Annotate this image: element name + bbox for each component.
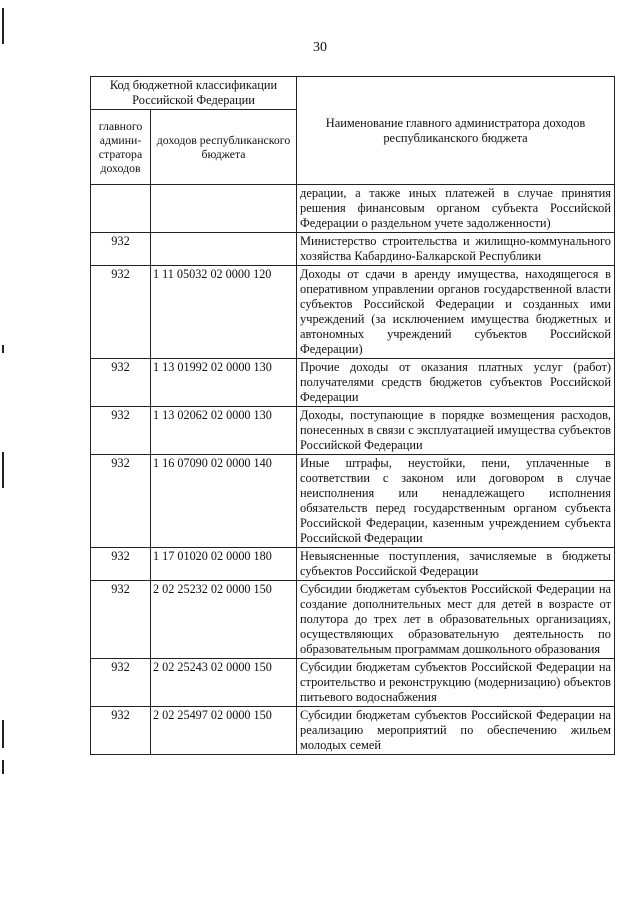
- revenue-name-cell: Невыясненные поступления, зачисляемые в бюджеты субъектов Российской Федерации: [297, 548, 615, 581]
- page-number: 30: [313, 40, 327, 55]
- administrator-code-cell: 932: [91, 548, 151, 581]
- table-row: [91, 707, 615, 755]
- revenue-name-cell: Субсидии бюджетам субъектов Российской Федерации на строительство и реконструкцию (модернизацию) объектов питьевого водоснабжения: [297, 659, 615, 707]
- table-row: [91, 659, 615, 707]
- revenue-name-cell: Прочие доходы от оказания платных услуг (работ) получателями средств бюджетов субъектов Российской Федерации: [297, 359, 615, 407]
- scan-edge-mark: [2, 8, 4, 44]
- table-row: [91, 359, 615, 407]
- administrator-code-cell: [91, 185, 151, 233]
- revenue-code-cell: 1 11 05032 02 0000 120: [151, 266, 297, 359]
- revenue-code-cell: [151, 233, 297, 266]
- header-main-administrator: главного админи-стратора доходов: [91, 110, 151, 185]
- revenue-code-cell: 2 02 25497 02 0000 150: [151, 707, 297, 755]
- administrator-code-cell: 932: [91, 407, 151, 455]
- revenue-name-cell: Субсидии бюджетам субъектов Российской Федерации на создание дополнительных мест для детей в возрасте от полутора до трех лет в образовательных организациях, осуществляющих образовательную деятельность по образовательным программам дошкольного образования: [297, 581, 615, 659]
- header-row: [91, 77, 615, 110]
- revenue-code-cell: [151, 185, 297, 233]
- revenue-name-cell: Министерство строительства и жилищно-коммунального хозяйства Кабардино-Балкарской Республики: [297, 233, 615, 266]
- administrator-code-cell: 932: [91, 455, 151, 548]
- revenue-name-cell: Доходы от сдачи в аренду имущества, находящегося в оперативном управлении органов государственной власти субъектов Российской Федерации и созданных ими учреждений (за исключением имущества бюджетных и автономных учреждений субъектов Российской Федерации): [297, 266, 615, 359]
- scan-edge-mark: [2, 345, 4, 353]
- administrator-code-cell: 932: [91, 659, 151, 707]
- budget-classification-table: [90, 76, 615, 755]
- revenue-code-cell: 1 16 07090 02 0000 140: [151, 455, 297, 548]
- header-revenue-code: доходов республиканского бюджета: [151, 110, 297, 185]
- administrator-code-cell: 932: [91, 266, 151, 359]
- table-row: [91, 185, 615, 233]
- revenue-name-cell: дерации, а также иных платежей в случае принятия решения финансовым органом субъекта Российской Федерации о раздельном учете задолженности): [297, 185, 615, 233]
- table-row: [91, 407, 615, 455]
- revenue-code-cell: 1 17 01020 02 0000 180: [151, 548, 297, 581]
- table-row: [91, 581, 615, 659]
- table-row: [91, 548, 615, 581]
- scan-edge-mark: [2, 720, 4, 748]
- revenue-code-cell: 2 02 25232 02 0000 150: [151, 581, 297, 659]
- table-body: [91, 185, 615, 755]
- revenue-code-cell: 1 13 01992 02 0000 130: [151, 359, 297, 407]
- header-classification-code: Код бюджетной классификации Российской Федерации: [91, 77, 297, 110]
- revenue-code-cell: 2 02 25243 02 0000 150: [151, 659, 297, 707]
- administrator-code-cell: 932: [91, 581, 151, 659]
- administrator-code-cell: 932: [91, 233, 151, 266]
- header-administrator-name: Наименование главного администратора доходов республиканского бюджета: [297, 77, 615, 185]
- table-row: [91, 233, 615, 266]
- table-row: [91, 266, 615, 359]
- revenue-code-cell: 1 13 02062 02 0000 130: [151, 407, 297, 455]
- scan-edge-mark: [2, 452, 4, 488]
- administrator-code-cell: 932: [91, 707, 151, 755]
- revenue-name-cell: Доходы, поступающие в порядке возмещения расходов, понесенных в связи с эксплуатацией имущества субъектов Российской Федерации: [297, 407, 615, 455]
- scan-edge-mark: [2, 760, 4, 774]
- table-row: [91, 455, 615, 548]
- revenue-name-cell: Иные штрафы, неустойки, пени, уплаченные в соответствии с законом или договором в случае неисполнения или ненадлежащего исполнения обязательств перед государственным органом субъекта Российской Федерации, казенным учреждением субъекта Российской Федерации: [297, 455, 615, 548]
- administrator-code-cell: 932: [91, 359, 151, 407]
- revenue-name-cell: Субсидии бюджетам субъектов Российской Федерации на реализацию мероприятий по обеспечению жильем молодых семей: [297, 707, 615, 755]
